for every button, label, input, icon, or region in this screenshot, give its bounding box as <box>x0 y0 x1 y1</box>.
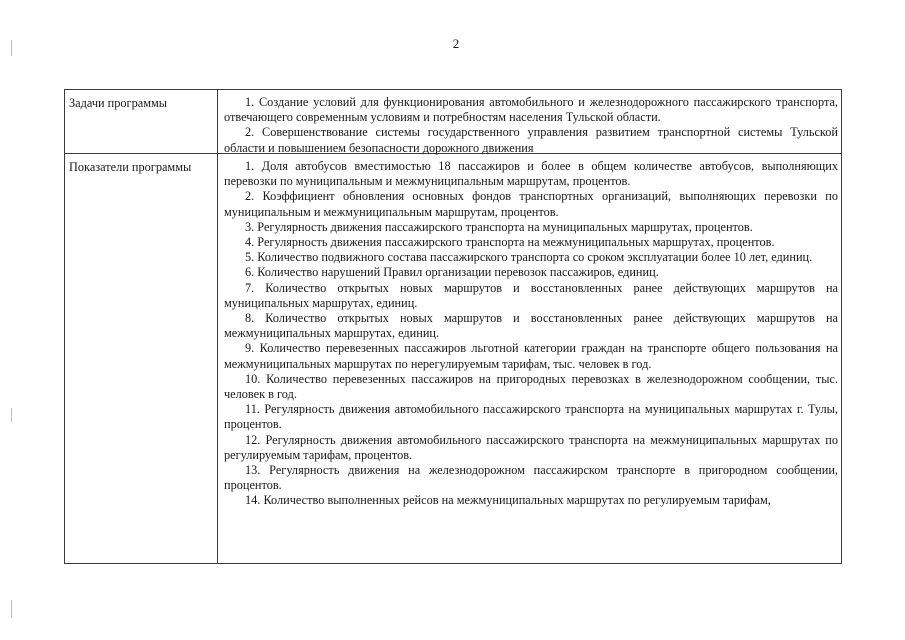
list-item: 1. Создание условий для функционирования автомобильного и железнодорожного пассажирского транспорта, отвечающего современным условиям и потребностям населения Тульской области. <box>224 95 838 125</box>
list-item: 6. Количество нарушений Правил организации перевозок пассажиров, единиц. <box>245 265 659 280</box>
tasks-list <box>218 90 841 153</box>
table-row-indicators <box>65 154 842 564</box>
list-item: 4. Регулярность движения пассажирского транспорта на межмуниципальных маршрутах, процентов. <box>245 235 775 250</box>
row-content-cell <box>218 90 842 154</box>
list-item: 14. Количество выполненных рейсов на межмуниципальных маршрутах по регулируемым тарифам, <box>245 493 771 508</box>
program-passport-table <box>64 89 842 564</box>
row-label-cell <box>65 90 218 154</box>
list-item: 9. Количество перевезенных пассажиров льготной категории граждан на транспорте общего пользования на межмуниципальных маршрутах по нерегулируемым тарифам, тыс. человек в год. <box>224 341 838 371</box>
list-item: 1. Доля автобусов вместимостью 18 пассажиров и более в общем количестве автобусов, выполняющих перевозки по муниципальным и межмуниципальным маршрутам, процентов. <box>224 159 838 189</box>
row-label-indicators: Показатели программы <box>69 160 192 174</box>
list-item: 13. Регулярность движения на железнодорожном пассажирском транспорте в пригородном сообщении, процентов. <box>224 463 838 493</box>
list-item: 12. Регулярность движения автомобильного пассажирского транспорта на межмуниципальных маршрутах по регулируемым тарифам, процентов. <box>224 432 838 462</box>
list-item: 11. Регулярность движения автомобильного пассажирского транспорта на муниципальных маршрутах г. Тулы, процентов. <box>224 402 838 432</box>
list-item: 2. Совершенствование системы государственного управления развитием транспортной системы Тульской области и повышением безопасности дорожного движения <box>224 125 838 155</box>
page-number: 2 <box>452 36 460 51</box>
list-item: 10. Количество перевезенных пассажиров на пригородных перевозках в железнодорожном сообщении, тыс. человек в год. <box>224 371 838 402</box>
list-item: 8. Количество открытых новых маршрутов и восстановленных ранее действующих маршрутов на межмуниципальных маршрутах, единиц. <box>224 311 838 341</box>
list-item: 7. Количество открытых новых маршрутов и восстановленных ранее действующих маршрутов на муниципальных маршрутах, единиц. <box>224 280 838 310</box>
list-item: 2. Коэффициент обновления основных фондов транспортных организаций, выполняющих перевозки по муниципальным и межмуниципальным маршрутам, процентов. <box>224 189 838 219</box>
row-content-cell <box>218 154 842 564</box>
margin-mark <box>11 408 12 422</box>
list-item: 3. Регулярность движения пассажирского транспорта на муниципальных маршрутах, процентов. <box>245 219 753 234</box>
margin-mark <box>11 600 12 618</box>
row-label-cell <box>65 154 218 564</box>
table-row-tasks <box>65 90 842 154</box>
list-item: 5. Количество подвижного состава пассажирского транспорта со сроком эксплуатации более 10 лет, единиц. <box>245 250 813 265</box>
row-label-tasks: Задачи программы <box>69 96 168 110</box>
indicators-list <box>218 154 841 563</box>
